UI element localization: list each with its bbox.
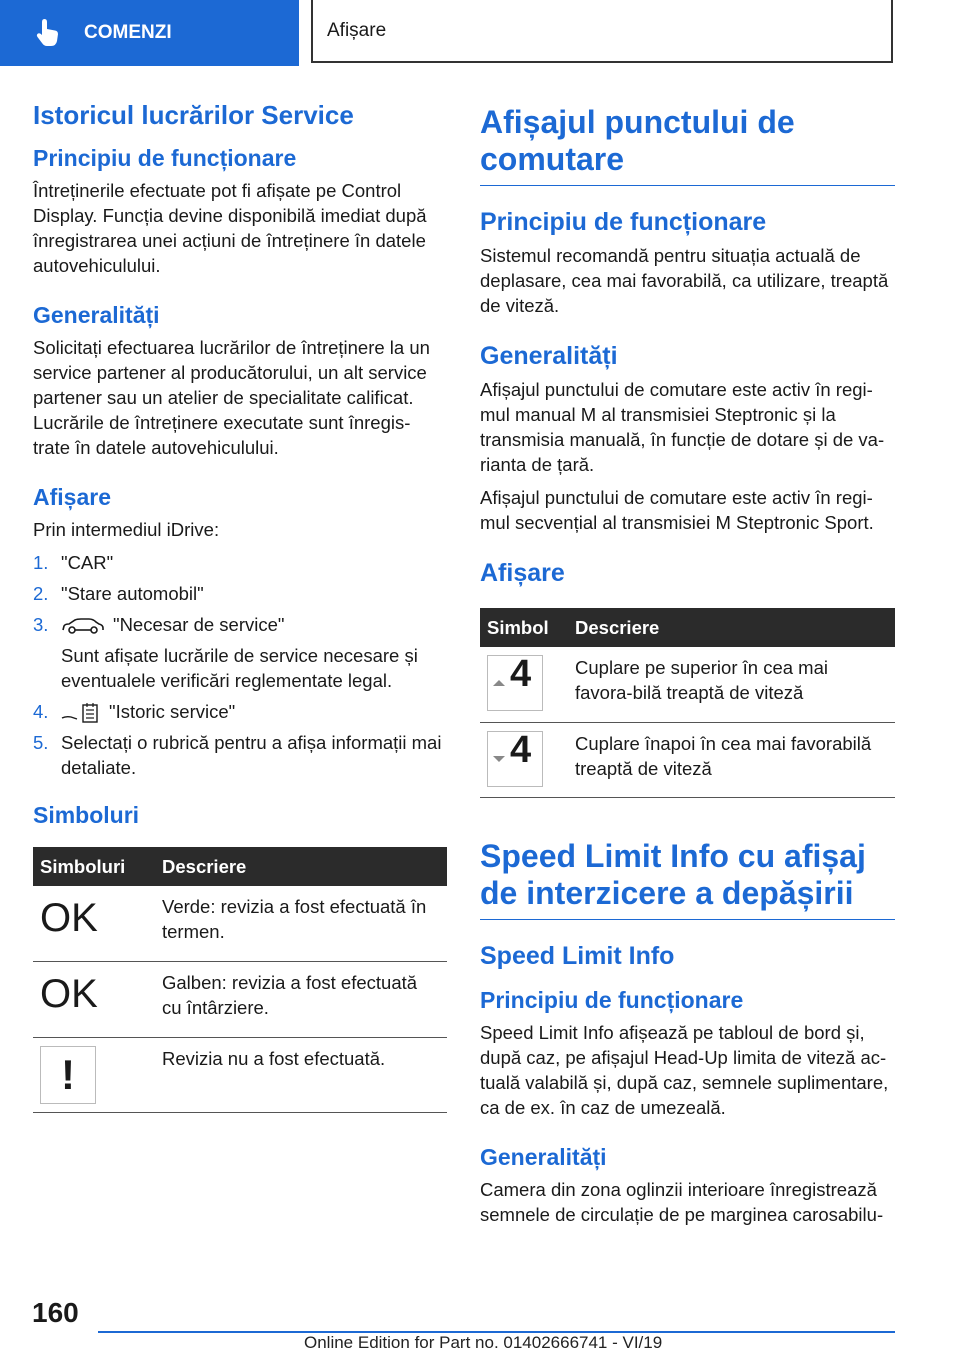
symbol-cell <box>33 961 155 1037</box>
right-column <box>480 104 895 1227</box>
shift-down-gear-icon: 4 <box>487 731 543 787</box>
table-row <box>480 647 895 722</box>
heading-general-left: Generalități <box>33 302 160 328</box>
table-row <box>33 961 447 1037</box>
list-item-sub <box>33 643 447 693</box>
car-icon <box>61 617 105 635</box>
paragraph-principle-speed: Speed Limit Info afișează pe tabloul de bord și, după caz, pe afișajul Head-Up limita de viteză ac‐tuală valabilă și, după caz, semnele suplimentare, ca de ex. în caz de umezeală. <box>480 1021 889 1118</box>
table-header-description: Descriere <box>568 608 895 647</box>
heading-principle-right: Principiu de funcționare <box>480 208 767 236</box>
table-header-description: Descriere <box>155 847 447 886</box>
table-row <box>33 886 447 961</box>
heading-symbols: Simboluri <box>33 802 140 829</box>
paragraph-idrive-intro: Prin intermediul iDrive: <box>33 519 220 540</box>
heading-principle-left: Principiu de funcționare <box>33 145 297 171</box>
step-number: 5. <box>33 732 49 754</box>
hand-pointer-icon <box>36 19 60 47</box>
heading-principle-speed: Principiu de funcționare <box>480 986 744 1013</box>
step-text: "Necesar de service" <box>113 614 285 635</box>
step-subtext: Sunt afișate lucrările de service necesare și eventualele verificări reglementate legal. <box>61 645 418 691</box>
list-item <box>33 550 447 575</box>
table-cell: Revizia nu a fost efectuată. <box>155 1037 447 1112</box>
heading-general-right: Generalități <box>480 342 618 370</box>
table-header-symbol: Simbol <box>480 608 568 647</box>
speed-limit-title: Speed Limit Info cu afișaj de interzicere a depășirii <box>480 838 895 920</box>
step-number: 1. <box>33 552 49 573</box>
table-header-symbols: Simboluri <box>33 847 155 886</box>
ok-yellow-icon: OK <box>40 971 98 1016</box>
shift-up-gear-icon: 4 <box>487 655 543 711</box>
table-row <box>480 722 895 797</box>
shift-point-title: Afișajul punctului de comutare <box>480 104 895 186</box>
left-column <box>33 100 447 1113</box>
service-history-title: Istoricul lucrărilor Service <box>33 100 354 130</box>
table-cell: Cuplare înapoi în cea mai favorabilă treaptă de viteză <box>568 722 895 797</box>
section-title: Afișare <box>327 19 387 41</box>
edition-text: Online Edition for Part no. 01402666741 - VI/19 <box>304 1333 663 1352</box>
symbol-cell <box>480 722 568 797</box>
list-item <box>33 730 447 780</box>
symbol-cell <box>33 1037 155 1112</box>
service-history-icon <box>61 702 101 724</box>
symbol-cell <box>33 886 155 961</box>
step-number: 2. <box>33 583 49 604</box>
paragraph-principle-right: Sistemul recomandă pentru situația actuală de deplasare, cea mai favorabilă, ca utilizare, treaptă de viteză. <box>480 245 889 316</box>
service-symbols-table <box>33 847 447 1113</box>
list-item <box>33 612 447 637</box>
heading-speed-limit-info: Speed Limit Info <box>480 941 675 970</box>
table-cell: Verde: revizia a fost efectuată în termen. <box>155 886 447 961</box>
heading-display-right: Afișare <box>480 559 565 587</box>
table-row <box>33 1037 447 1112</box>
step-text: "Istoric service" <box>109 701 236 722</box>
paragraph-general-left: Solicitați efectuarea lucrărilor de întreținere la un service partener al producătorului, un alt service partener sau un atelier de specialitate calificat. Lucrările de întreținere executate sunt înregis‐trate în datele autovehiculului. <box>33 337 430 458</box>
shift-symbols-table <box>480 608 895 798</box>
page-number: 160 <box>32 1297 79 1328</box>
step-number: 3. <box>33 614 49 635</box>
step-text: Selectați o rubrică pentru a afișa informații mai detaliate. <box>61 732 442 779</box>
idrive-steps-list <box>33 550 447 780</box>
table-cell: Cuplare pe superior în cea mai favora‐bilă treaptă de viteză <box>568 647 895 722</box>
paragraph-principle-left: Întreținerile efectuate pot fi afișate pe Control Display. Funcția devine disponibilă imediat după înregistrarea unei acțiuni de întreținere în datele autovehiculului. <box>33 180 427 276</box>
symbol-cell <box>480 647 568 722</box>
step-text: "Stare automobil" <box>61 583 204 604</box>
comenzi-tab-button[interactable] <box>0 0 299 66</box>
paragraph-general-speed: Camera din zona oglinzii interioare înregistrează semnele de circulație de pe marginea carosabilu‐ <box>480 1178 884 1225</box>
heading-general-speed: Generalități <box>480 1143 607 1170</box>
comenzi-label: COMENZI <box>84 22 172 43</box>
ok-green-icon: OK <box>40 896 98 941</box>
paragraph-general-right-1: Afișajul punctului de comutare este activ în regi‐mul manual M al transmisiei Steptronic și la transmisia manuală, în funcție de dotare și de va‐rianta de țară. <box>480 379 885 475</box>
section-title-tab <box>311 0 893 63</box>
step-number: 4. <box>33 701 49 722</box>
step-text: "CAR" <box>61 552 114 573</box>
exclamation-icon: ! <box>40 1046 96 1104</box>
paragraph-general-right-2: Afișajul punctului de comutare este activ în regi‐mul secvențial al transmisiei M Steptronic Sport. <box>480 487 874 533</box>
list-item <box>33 699 447 724</box>
table-cell: Galben: revizia a fost efectuată cu întârziere. <box>155 961 447 1037</box>
list-item <box>33 581 447 606</box>
heading-display-left: Afișare <box>33 484 111 510</box>
